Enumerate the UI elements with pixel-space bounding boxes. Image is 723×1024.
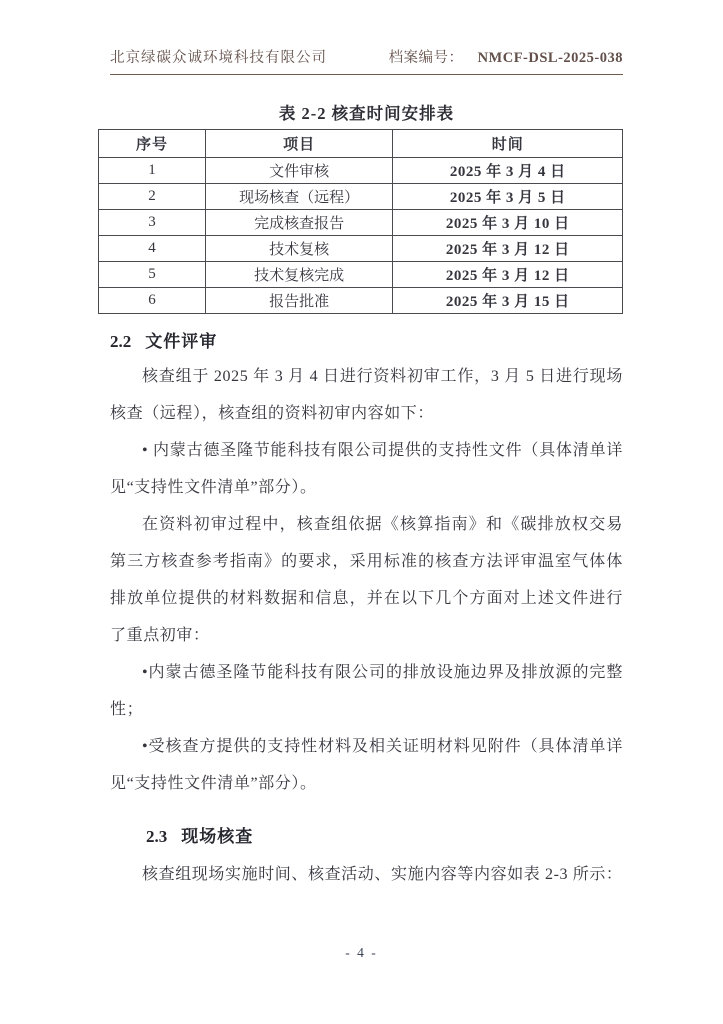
table-row (99, 262, 623, 288)
cell-item: 现场核查（远程） (205, 184, 393, 210)
page-number: - 4 - (345, 945, 378, 960)
cell-item: 技术复核完成 (205, 262, 393, 288)
cell-number: 3 (99, 210, 206, 236)
cell-number: 4 (99, 236, 206, 262)
paragraph: 核查组于 2025 年 3 月 4 日进行资料初审工作，3 月 5 日进行现场核查（远程），核查组的资料初审内容如下： (110, 368, 623, 422)
cell-number: 5 (99, 262, 206, 288)
table-row (99, 236, 623, 262)
paragraph: 核查组现场实施时间、核查活动、实施内容等内容如表 2-3 所示： (142, 866, 623, 883)
page-header (110, 46, 623, 75)
cell-number: 6 (99, 288, 206, 314)
section-number: 2.2 (110, 332, 132, 351)
cell-number: 1 (99, 158, 206, 184)
table-row (99, 158, 623, 184)
section-heading-2-3 (146, 822, 623, 847)
header-archive-number (389, 46, 623, 67)
cell-time: 2025 年 3 月 4 日 (393, 158, 623, 184)
bullet-paragraph: •内蒙古德圣隆节能科技有限公司的排放设施边界及排放源的完整性； (110, 664, 623, 718)
archive-value: NMCF-DSL-2025-038 (477, 50, 623, 66)
cell-item: 报告批准 (205, 288, 393, 314)
section-heading-2-2 (110, 327, 623, 352)
verification-schedule-table (98, 129, 623, 314)
bullet-paragraph: • 内蒙古德圣隆节能科技有限公司提供的支持性文件（具体清单详见“支持性文件清单”部分）。 (110, 442, 623, 496)
table-row (99, 210, 623, 236)
table-header-row (99, 130, 623, 158)
page-content (110, 100, 623, 893)
column-header-item: 项目 (205, 130, 393, 158)
column-header-number: 序号 (99, 130, 206, 158)
section-number: 2.3 (146, 827, 168, 846)
header-company-name: 北京绿碳众诚环境科技有限公司 (110, 50, 327, 66)
cell-time: 2025 年 3 月 5 日 (393, 184, 623, 210)
table-row (99, 184, 623, 210)
section-title: 现场核查 (181, 827, 254, 846)
table-caption: 表 2-2 核查时间安排表 (278, 104, 455, 123)
section-title: 文件评审 (145, 332, 218, 351)
table-row (99, 288, 623, 314)
cell-time: 2025 年 3 月 12 日 (393, 262, 623, 288)
cell-time: 2025 年 3 月 15 日 (393, 288, 623, 314)
cell-time: 2025 年 3 月 10 日 (393, 210, 623, 236)
column-header-time: 时间 (393, 130, 623, 158)
cell-time: 2025 年 3 月 12 日 (393, 236, 623, 262)
bullet-paragraph: •受核查方提供的支持性材料及相关证明材料见附件（具体清单详见“支持性文件清单”部分）。 (110, 738, 623, 792)
paragraph: 在资料初审过程中，核查组依据《核算指南》和《碳排放权交易第三方核查参考指南》的要求，采用标准的核查方法评审温室气体体排放单位提供的材料数据和信息，并在以下几个方面对上述文件进行了重点初审： (110, 516, 623, 644)
cell-number: 2 (99, 184, 206, 210)
archive-label: 档案编号： (388, 50, 464, 66)
cell-item: 完成核查报告 (205, 210, 393, 236)
cell-item: 技术复核 (205, 236, 393, 262)
cell-item: 文件审核 (205, 158, 393, 184)
